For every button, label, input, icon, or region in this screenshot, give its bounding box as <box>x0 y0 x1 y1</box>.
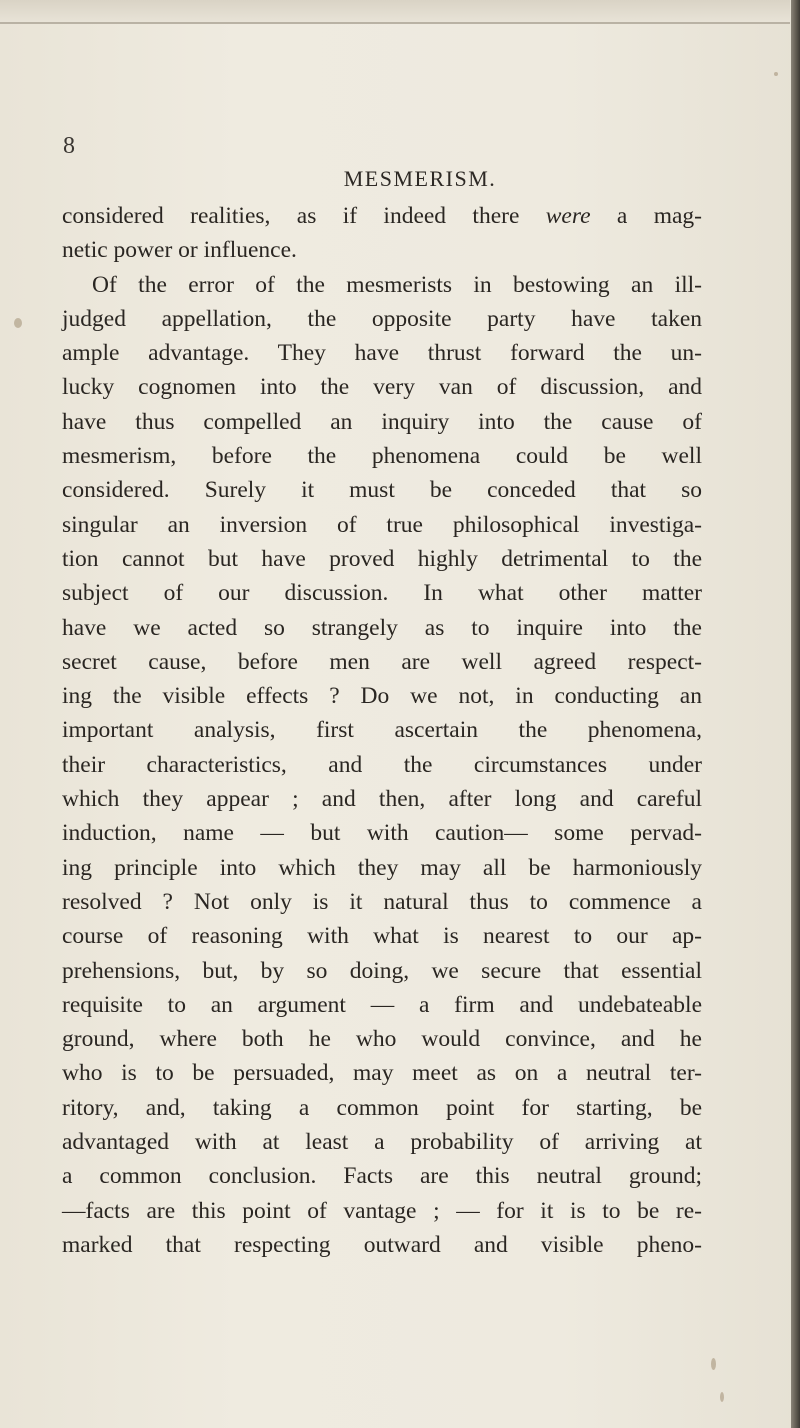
text-line-part: a mag- <box>590 203 702 229</box>
text-line: ample advantage. They have thrust forward the un- <box>62 340 702 367</box>
page-top-edge <box>0 0 790 24</box>
text-line: have thus compelled an inquiry into the cause of <box>62 408 702 435</box>
text-line: ing principle into which they may all be harmoniously <box>62 854 702 881</box>
paper-fleck <box>711 1358 716 1370</box>
text-line-part: considered realities, as if indeed there <box>62 203 546 229</box>
text-line: considered. Surely it must be conceded that so <box>62 477 702 504</box>
paper-fleck <box>774 72 778 76</box>
text-line: judged appellation, the opposite party have taken <box>62 305 702 332</box>
running-head: MESMERISM. <box>343 166 497 191</box>
text-line: a common conclusion. Facts are this neutral ground; <box>62 1163 702 1190</box>
text-line: requisite to an argument — a firm and undebateable <box>62 991 702 1018</box>
paper-fleck <box>720 1392 724 1402</box>
text-line: ground, where both he who would convince, and he <box>62 1026 702 1053</box>
text-line: lucky cognomen into the very van of discussion, and <box>62 374 702 401</box>
text-line: singular an inversion of true philosophical investiga- <box>62 511 702 538</box>
text-line: important analysis, first ascertain the phenomena, <box>62 717 702 744</box>
text-line: induction, name — but with caution— some pervad- <box>62 820 702 847</box>
text-line: who is to be persuaded, may meet as on a neutral ter- <box>62 1060 702 1087</box>
page-number: 8 <box>63 133 75 159</box>
book-binding-edge <box>791 0 800 1428</box>
text-line: Of the error of the mesmerists in bestowing an ill- <box>92 271 702 298</box>
body-text <box>62 199 702 1262</box>
text-line <box>62 199 702 233</box>
text-line: their characteristics, and the circumstances under <box>62 751 702 778</box>
text-line: —facts are this point of vantage ; — for it is to be re- <box>62 1197 702 1224</box>
text-line: resolved ? Not only is it natural thus to commence a <box>62 888 702 915</box>
text-line: ing the visible effects ? Do we not, in conducting an <box>62 683 702 710</box>
italic-word: were <box>545 203 591 229</box>
text-line: mesmerism, before the phenomena could be well <box>62 443 702 470</box>
text-line: prehensions, but, by so doing, we secure that essential <box>62 957 702 984</box>
text-line: course of reasoning with what is nearest to our ap- <box>62 923 702 950</box>
text-line: which they appear ; and then, after long and careful <box>62 786 702 813</box>
text-line: have we acted so strangely as to inquire into the <box>62 614 702 641</box>
text-line: ritory, and, taking a common point for starting, be <box>62 1094 702 1121</box>
text-line: secret cause, before men are well agreed respect- <box>62 648 702 675</box>
text-line: tion cannot but have proved highly detrimental to the <box>62 545 702 572</box>
text-line: subject of our discussion. In what other matter <box>62 580 702 607</box>
text-line: netic power or influence. <box>62 237 297 264</box>
text-line: marked that respecting outward and visible pheno- <box>62 1231 702 1258</box>
text-line: advantaged with at least a probability of arriving at <box>62 1129 702 1156</box>
paper-fleck <box>14 318 22 328</box>
